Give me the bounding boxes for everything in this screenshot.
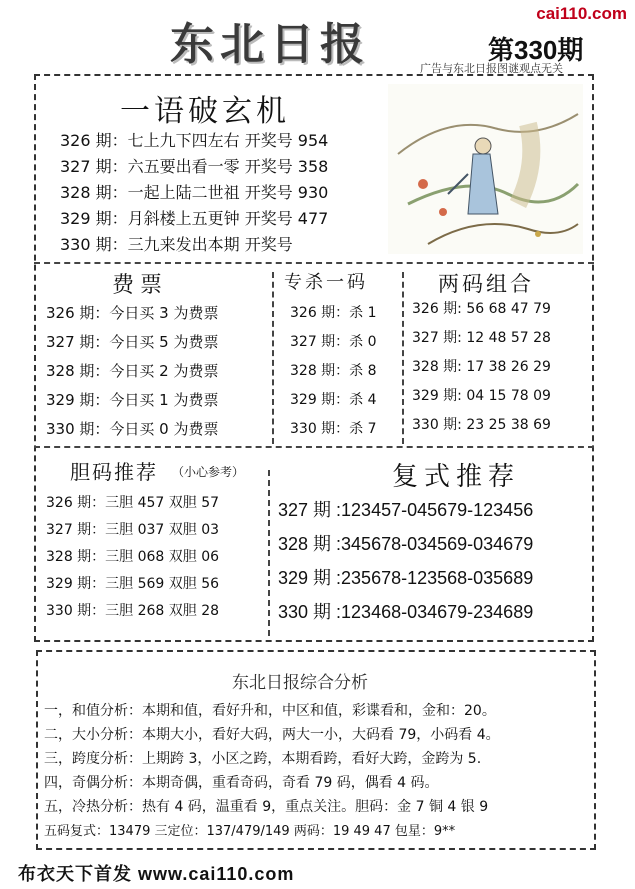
feipiao-list (46, 302, 218, 447)
list-item: 五，冷热分析：热有 4 码，温重看 9，重点关注。胆码：金 7 铜 4 银 9 (44, 799, 489, 815)
list-item: 329 期：杀 4 (290, 392, 377, 408)
list-item: 327 期：杀 0 (290, 334, 377, 350)
scholar-illustration (388, 84, 583, 254)
fushi-title: 复式推荐 (392, 462, 521, 492)
site-logo-text: cai110.com (536, 4, 627, 23)
list-item: 四，奇偶分析：本期奇偶，重看奇码，奇看 79 码，偶看 4 码。 (44, 775, 439, 791)
list-item: 329 期 :235678-123568-035689 (278, 568, 534, 588)
list-item: 330 期：三九来发出本期 开奖号 (60, 235, 293, 254)
yiyu-title: 一语破玄机 (120, 94, 290, 129)
issue-number: 第330期 (488, 35, 584, 65)
list-item: 328 期：今日买 2 为费票 (46, 362, 219, 380)
divider (402, 272, 404, 444)
list-item: 327 期：今日买 5 为费票 (46, 333, 219, 351)
list-item: 326 期：今日买 3 为费票 (46, 304, 219, 322)
list-item: 五码复式：13479 三定位：137/479/149 两码：19 49 47 包星：9** (44, 824, 456, 839)
footer-text: 布衣天下首发 www.cai110.com (18, 864, 295, 884)
list-item: 一，和值分析：本期和值，看好升和，中区和值，彩谍看和，金和：20。 (44, 703, 496, 719)
list-item: 二，大小分析：本期大小，看好大码，两大一小，大码看 79，小码看 4。 (44, 727, 500, 743)
danma-list (46, 492, 219, 627)
list-item: 328 期：一起上陆二世祖 开奖号 930 (60, 183, 329, 202)
list-item: 330 期 :123468-034679-234689 (278, 602, 534, 622)
divider (268, 470, 270, 636)
list-item: 329 期：今日买 1 为费票 (46, 391, 219, 409)
list-item: 327 期：三胆 037 双胆 03 (46, 522, 220, 538)
list-item: 326 期：杀 1 (290, 305, 377, 321)
list-item: 328 期：杀 8 (290, 363, 377, 379)
list-item: 327 期：六五要出看一零 开奖号 358 (60, 157, 329, 176)
danma-title: 胆码推荐 (70, 460, 158, 484)
list-item: 330 期：杀 7 (290, 421, 377, 437)
list-item: 330 期：今日买 0 为费票 (46, 420, 219, 438)
zhuansha-list (290, 302, 377, 447)
list-item: 三，跨度分析：上期跨 3，小区之跨，本期看跨，看好大跨，金跨为 5. (44, 751, 482, 767)
list-item: 329 期：月斜楼上五更钟 开奖号 477 (60, 209, 329, 228)
feipiao-title: 费票 (112, 273, 169, 298)
danma-note: （小心参考） (172, 465, 245, 479)
list-item: 328 期 :345678-034569-034679 (278, 534, 534, 554)
disclaimer-text: 广告与东北日报图谜观点无关 (420, 62, 563, 75)
list-item: 326 期：三胆 457 双胆 57 (46, 495, 220, 511)
list-item: 329 期：三胆 569 双胆 56 (46, 576, 220, 592)
list-item: 328 期: 17 38 26 29 (412, 359, 551, 375)
masthead-title: 东北日报 (170, 19, 370, 70)
analysis-title: 东北日报综合分析 (232, 673, 368, 693)
analysis-list (44, 700, 500, 844)
liangma-title: 两码组合 (438, 272, 534, 296)
zhuansha-title: 专杀一码 (284, 272, 368, 293)
yiyu-list (60, 128, 328, 258)
divider (34, 446, 594, 448)
list-item: 327 期: 12 48 57 28 (412, 330, 551, 346)
list-item: 326 期: 56 68 47 79 (412, 301, 551, 317)
divider (34, 262, 594, 264)
liangma-list (412, 298, 551, 443)
fushi-list (278, 496, 533, 632)
list-item: 330 期：三胆 268 双胆 28 (46, 603, 220, 619)
list-item: 330 期: 23 25 38 69 (412, 417, 551, 433)
list-item: 326 期：七上九下四左右 开奖号 954 (60, 131, 329, 150)
list-item: 328 期：三胆 068 双胆 06 (46, 549, 220, 565)
list-item: 329 期: 04 15 78 09 (412, 388, 551, 404)
list-item: 327 期 :123457-045679-123456 (278, 500, 534, 520)
divider (272, 272, 274, 444)
